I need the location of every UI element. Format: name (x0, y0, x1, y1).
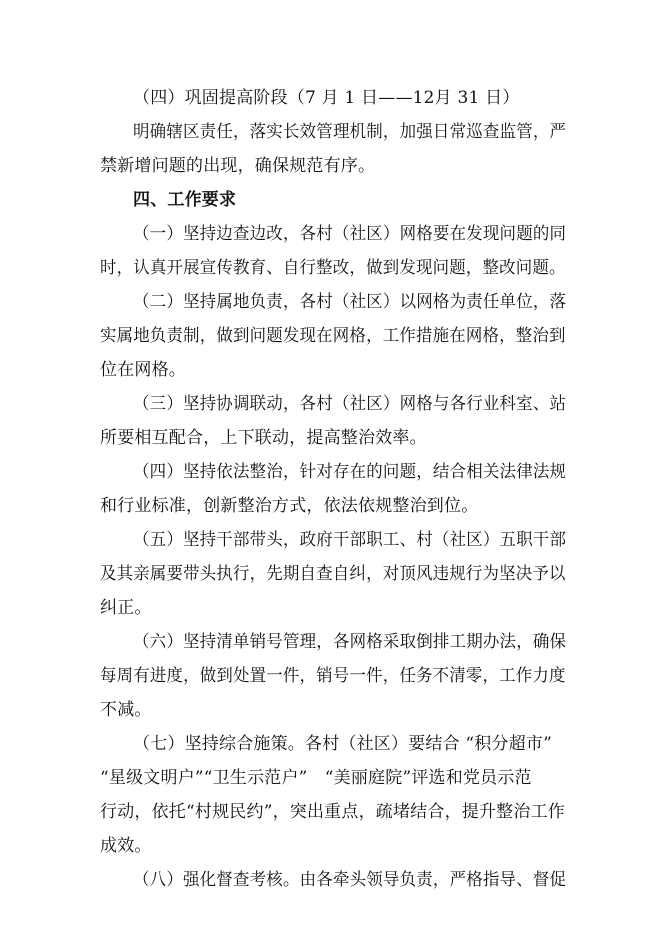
text-line: （四）巩固提高阶段（7 月 1 日——12月 31 日） (133, 88, 520, 108)
text-line: （五）坚持干部带头，政府干部职工、村（社区）五职干部 (133, 530, 567, 550)
text-line: 和行业标准，创新整治方式，依法依规整治到位。 (100, 496, 479, 516)
text-line: 纠正。 (100, 598, 152, 618)
text-line: 明确辖区责任，落实长效管理机制，加强日常巡查监管，严 (133, 122, 567, 142)
text-line: 行动，依托“村规民约”，突出重点，疏堵结合，提升整治工作 (100, 802, 565, 822)
text-line: （八）强化督查考核。由各牵头领导负责，严格指导、督促 (133, 870, 567, 890)
text-line: “星级文明户”“卫生示范户” “美丽庭院”评选和党员示范 (100, 768, 532, 788)
text-line: 实属地负责制，做到问题发现在网格，工作措施在网格，整治到 (100, 326, 566, 346)
text-line: 及其亲属要带头执行，先期自查自纠，对顶风违规行为坚决予以 (100, 564, 566, 584)
text-line: （四）坚持依法整治，针对存在的问题，结合相关法律法规 (133, 462, 567, 482)
text-line: （六）坚持清单销号管理，各网格采取倒排工期办法，确保 (133, 632, 567, 652)
text-line: 不减。 (100, 700, 152, 720)
text-line: （三）坚持协调联动，各村（社区）网格与各行业科室、站 (133, 394, 567, 414)
text-line: （七）坚持综合施策。各村（社区）要结合 “积分超市” (133, 734, 552, 754)
text-line: 位在网格。 (100, 360, 186, 380)
text-line: （二）坚持属地负责，各村（社区）以网格为责任单位，落 (133, 292, 567, 312)
text-line: 成效。 (100, 836, 152, 856)
text-line: 禁新增问题的出现，确保规范有序。 (100, 156, 376, 176)
text-line: 每周有进度，做到处置一件，销号一件，任务不清零，工作力度 (100, 666, 566, 686)
section-heading: 四、工作要求 (133, 190, 237, 210)
text-line: 时，认真开展宣传教育、自行整改，做到发现问题，整改问题。 (100, 258, 566, 278)
text-line: 所要相互配合，上下联动，提高整治效率。 (100, 428, 427, 448)
text-line: （一）坚持边查边改，各村（社区）网格要在发现问题的同 (133, 224, 567, 244)
